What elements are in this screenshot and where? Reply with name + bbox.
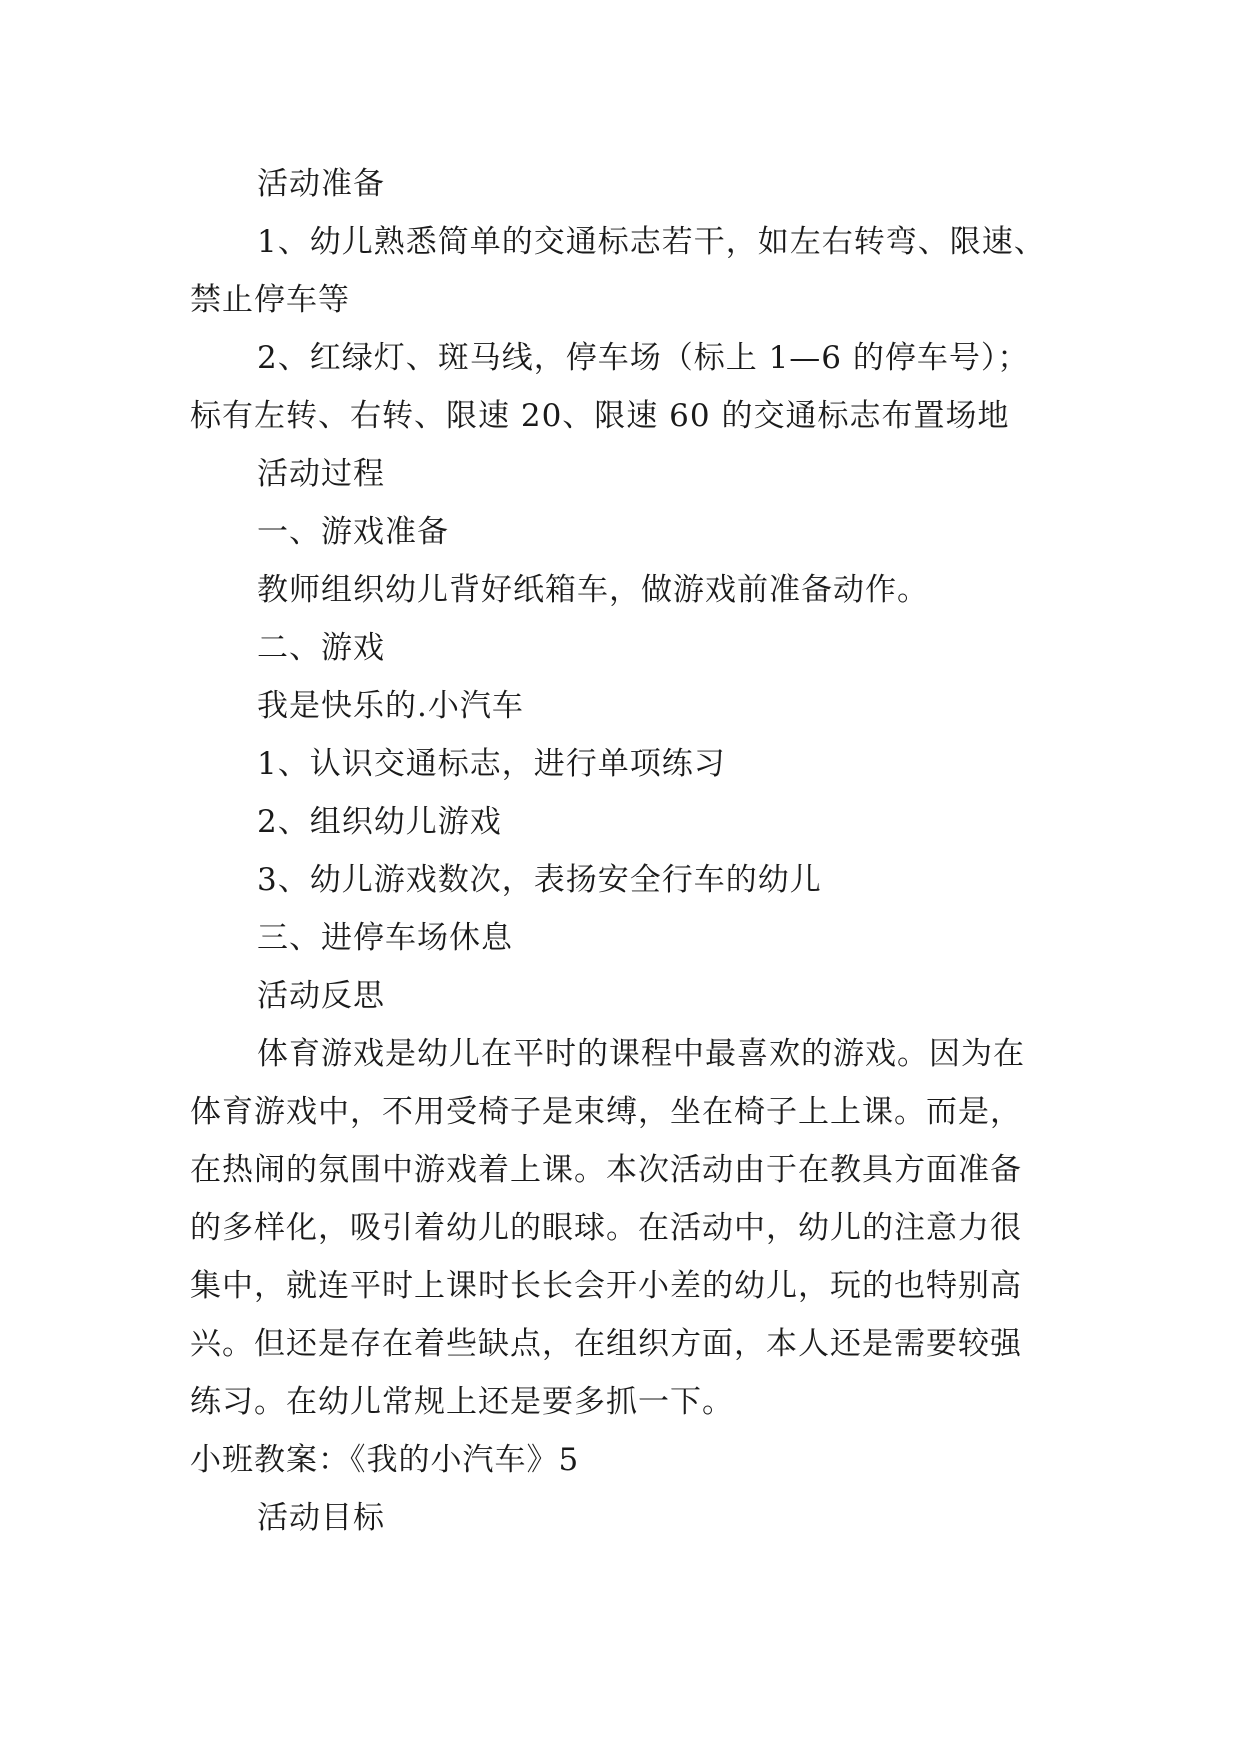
heading-activity-reflection: 活动反思 <box>257 978 385 1014</box>
heading-activity-process: 活动过程 <box>257 456 385 492</box>
paragraph-line: 我是快乐的.小汽车 <box>257 688 524 724</box>
paragraph-line: 禁止停车等 <box>190 282 350 318</box>
paragraph-line: 练习。在幼儿常规上还是要多抓一下。 <box>190 1384 734 1420</box>
paragraph-line: 体育游戏是幼儿在平时的课程中最喜欢的游戏。因为在 <box>257 1036 1025 1072</box>
paragraph-line: 标有左转、右转、限速 20、限速 60 的交通标志布置场地 <box>190 398 1010 434</box>
paragraph-line: 2、红绿灯、斑马线，停车场（标上 1—6 的停车号）； <box>257 340 1030 376</box>
list-item: 3、幼儿游戏数次，表扬安全行车的幼儿 <box>257 862 822 898</box>
heading-activity-preparation: 活动准备 <box>257 166 385 202</box>
list-item: 2、组织幼儿游戏 <box>257 804 502 840</box>
paragraph-line: 在热闹的氛围中游戏着上课。本次活动由于在教具方面准备 <box>190 1152 1022 1188</box>
paragraph-line: 集中，就连平时上课时长长会开小差的幼儿，玩的也特别高 <box>190 1268 1022 1304</box>
paragraph-line: 兴。但还是存在着些缺点，在组织方面，本人还是需要较强 <box>190 1326 1022 1362</box>
paragraph-line: 教师组织幼儿背好纸箱车，做游戏前准备动作。 <box>257 572 929 608</box>
paragraph-line: 1、幼儿熟悉简单的交通标志若干，如左右转弯、限速、 <box>257 224 1046 260</box>
section-title: 小班教案：《我的小汽车》5 <box>190 1442 580 1478</box>
heading-game-preparation: 一、游戏准备 <box>257 514 449 550</box>
heading-activity-goals: 活动目标 <box>257 1500 385 1536</box>
heading-game: 二、游戏 <box>257 630 385 666</box>
heading-rest: 三、进停车场休息 <box>257 920 513 956</box>
list-item: 1、认识交通标志，进行单项练习 <box>257 746 726 782</box>
paragraph-line: 体育游戏中，不用受椅子是束缚，坐在椅子上上课。而是， <box>190 1094 1022 1130</box>
paragraph-line: 的多样化，吸引着幼儿的眼球。在活动中，幼儿的注意力很 <box>190 1210 1022 1246</box>
